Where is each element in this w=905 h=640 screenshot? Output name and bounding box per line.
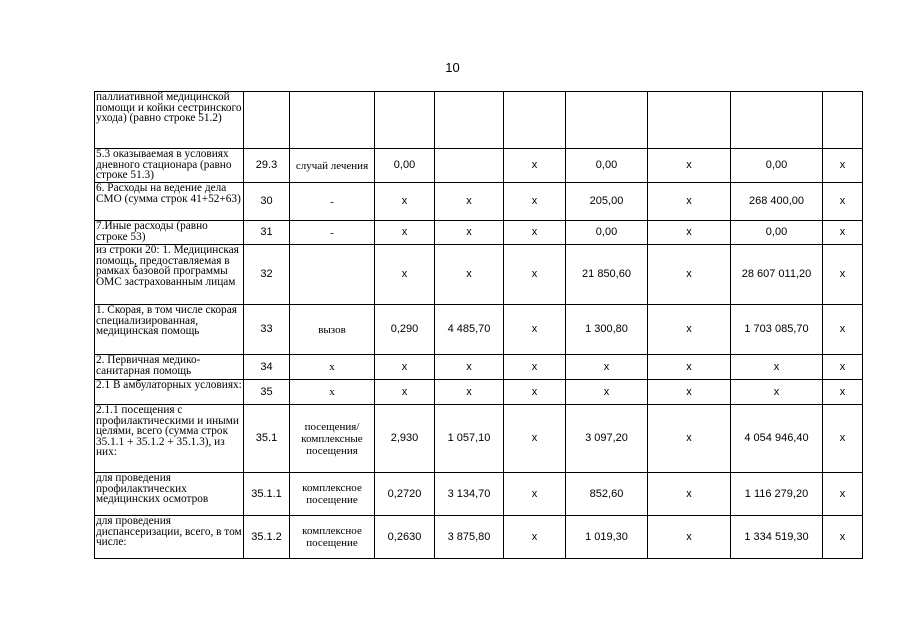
cell-percent: х xyxy=(823,183,863,221)
cell-cost-norm: х xyxy=(435,380,504,405)
cell-oms-amount: 0,00 xyxy=(731,149,823,183)
cell-percent: х xyxy=(823,149,863,183)
cell-row-number: 35 xyxy=(244,380,290,405)
cell-budget-per-capita: х xyxy=(504,183,566,221)
cell-unit: х xyxy=(290,380,375,405)
table-row xyxy=(95,149,863,183)
cell-unit xyxy=(290,92,375,149)
cell-row-number xyxy=(244,92,290,149)
cell-oms-amount: 1 334 519,30 xyxy=(731,516,823,559)
cell-budget-amount: х xyxy=(648,380,731,405)
cell-volume-norm: х xyxy=(375,355,435,380)
cell-oms-per-capita: 21 850,60 xyxy=(566,245,648,305)
cell-oms-amount: 268 400,00 xyxy=(731,183,823,221)
cell-unit: комплексное посещение xyxy=(290,473,375,516)
cell-oms-per-capita: 852,60 xyxy=(566,473,648,516)
cell-oms-per-capita: 205,00 xyxy=(566,183,648,221)
cell-cost-norm: х xyxy=(435,245,504,305)
cell-volume-norm: х xyxy=(375,380,435,405)
cell-budget-per-capita: х xyxy=(504,473,566,516)
cell-volume-norm: 0,00 xyxy=(375,149,435,183)
cell-budget-amount: х xyxy=(648,149,731,183)
cell-cost-norm: 4 485,70 xyxy=(435,305,504,355)
cell-row-number: 35.1.2 xyxy=(244,516,290,559)
table-row xyxy=(95,516,863,559)
cell-oms-amount: х xyxy=(731,380,823,405)
cell-budget-per-capita: х xyxy=(504,380,566,405)
cell-volume-norm: х xyxy=(375,221,435,245)
cell-budget-per-capita: х xyxy=(504,355,566,380)
cell-oms-per-capita: х xyxy=(566,380,648,405)
cell-row-number: 30 xyxy=(244,183,290,221)
cell-percent: х xyxy=(823,473,863,516)
cell-volume-norm xyxy=(375,92,435,149)
cell-oms-per-capita: 0,00 xyxy=(566,221,648,245)
cell-percent xyxy=(823,92,863,149)
cell-percent: х xyxy=(823,380,863,405)
cell-oms-amount: 0,00 xyxy=(731,221,823,245)
cell-indicator-name: 7.Иные расходы (равно строке 53) xyxy=(95,221,244,245)
cell-row-number: 35.1.1 xyxy=(244,473,290,516)
cell-indicator-name: 5.3 оказываемая в условиях дневного стационара (равно строке 51.3) xyxy=(95,149,244,183)
cell-row-number: 34 xyxy=(244,355,290,380)
cell-volume-norm: 2,930 xyxy=(375,405,435,473)
cell-cost-norm: 3 875,80 xyxy=(435,516,504,559)
cell-oms-amount: 1 703 085,70 xyxy=(731,305,823,355)
cell-budget-amount: х xyxy=(648,245,731,305)
cell-budget-per-capita: х xyxy=(504,221,566,245)
cell-budget-amount: х xyxy=(648,473,731,516)
table-row xyxy=(95,92,863,149)
page-number: 10 xyxy=(445,60,460,75)
cell-cost-norm: 1 057,10 xyxy=(435,405,504,473)
cell-cost-norm: 3 134,70 xyxy=(435,473,504,516)
cell-budget-per-capita: х xyxy=(504,516,566,559)
cell-indicator-name: 1. Скорая, в том числе скорая специализированная, медицинская помощь xyxy=(95,305,244,355)
cell-budget-amount: х xyxy=(648,516,731,559)
table-row xyxy=(95,355,863,380)
cell-percent: х xyxy=(823,516,863,559)
cell-budget-amount: х xyxy=(648,221,731,245)
cell-budget-per-capita xyxy=(504,92,566,149)
cell-unit: - xyxy=(290,221,375,245)
cell-budget-amount: х xyxy=(648,183,731,221)
cell-budget-amount xyxy=(648,92,731,149)
cell-row-number: 29.3 xyxy=(244,149,290,183)
cell-budget-per-capita: х xyxy=(504,149,566,183)
cell-oms-per-capita: 1 019,30 xyxy=(566,516,648,559)
cell-budget-amount: х xyxy=(648,305,731,355)
cell-row-number: 35.1 xyxy=(244,405,290,473)
cell-indicator-name: паллиативной медицинской помощи и койки сестринского ухода) (равно строке 51.2) xyxy=(95,92,244,149)
cell-row-number: 31 xyxy=(244,221,290,245)
cell-cost-norm: х xyxy=(435,355,504,380)
cell-percent: х xyxy=(823,355,863,380)
cell-oms-amount: х xyxy=(731,355,823,380)
table-row xyxy=(95,221,863,245)
cell-volume-norm: 0,2720 xyxy=(375,473,435,516)
table-row xyxy=(95,380,863,405)
cell-indicator-name: 2. Первичная медико-санитарная помощь xyxy=(95,355,244,380)
cell-volume-norm: 0,290 xyxy=(375,305,435,355)
cell-cost-norm xyxy=(435,149,504,183)
cell-indicator-name: для проведения профилактических медицинских осмотров xyxy=(95,473,244,516)
table-body xyxy=(95,92,863,559)
cell-row-number: 33 xyxy=(244,305,290,355)
cell-unit xyxy=(290,245,375,305)
cell-percent: х xyxy=(823,305,863,355)
cell-budget-amount: х xyxy=(648,355,731,380)
cell-indicator-name: 2.1.1 посещения с профилактическими и иными целями, всего (сумма строк 35.1.1 + 35.1.2 + 35.1.3), из них: xyxy=(95,405,244,473)
cell-indicator-name: из строки 20: 1. Медицинская помощь, предоставляемая в рамках базовой программы ОМС застрахованным лицам xyxy=(95,245,244,305)
cell-percent: х xyxy=(823,245,863,305)
cell-indicator-name: для проведения диспансеризации, всего, в том числе: xyxy=(95,516,244,559)
table-row xyxy=(95,405,863,473)
cell-percent: х xyxy=(823,221,863,245)
cell-unit: посещения/комплексные посещения xyxy=(290,405,375,473)
cell-budget-per-capita: х xyxy=(504,405,566,473)
cell-volume-norm: х xyxy=(375,183,435,221)
cell-row-number: 32 xyxy=(244,245,290,305)
cell-unit: вызов xyxy=(290,305,375,355)
table-row xyxy=(95,245,863,305)
cell-oms-per-capita: х xyxy=(566,355,648,380)
cell-volume-norm: х xyxy=(375,245,435,305)
cell-cost-norm xyxy=(435,92,504,149)
cell-cost-norm: х xyxy=(435,183,504,221)
cell-oms-amount: 1 116 279,20 xyxy=(731,473,823,516)
cell-budget-per-capita: х xyxy=(504,245,566,305)
cell-unit: х xyxy=(290,355,375,380)
cell-oms-amount xyxy=(731,92,823,149)
cell-volume-norm: 0,2630 xyxy=(375,516,435,559)
cell-unit: комплексное посещение xyxy=(290,516,375,559)
table-row xyxy=(95,473,863,516)
cell-oms-per-capita xyxy=(566,92,648,149)
cell-budget-amount: х xyxy=(648,405,731,473)
table-row xyxy=(95,183,863,221)
cell-unit: случай лечения xyxy=(290,149,375,183)
cell-oms-per-capita: 1 300,80 xyxy=(566,305,648,355)
cell-cost-norm: х xyxy=(435,221,504,245)
financing-table xyxy=(94,91,863,559)
cell-oms-amount: 4 054 946,40 xyxy=(731,405,823,473)
cell-indicator-name: 2.1 В амбулаторных условиях: xyxy=(95,380,244,405)
cell-unit: - xyxy=(290,183,375,221)
cell-oms-per-capita: 3 097,20 xyxy=(566,405,648,473)
cell-percent: х xyxy=(823,405,863,473)
cell-oms-amount: 28 607 011,20 xyxy=(731,245,823,305)
cell-oms-per-capita: 0,00 xyxy=(566,149,648,183)
cell-budget-per-capita: х xyxy=(504,305,566,355)
cell-indicator-name: 6. Расходы на ведение дела СМО (сумма строк 41+52+63) xyxy=(95,183,244,221)
table-row xyxy=(95,305,863,355)
